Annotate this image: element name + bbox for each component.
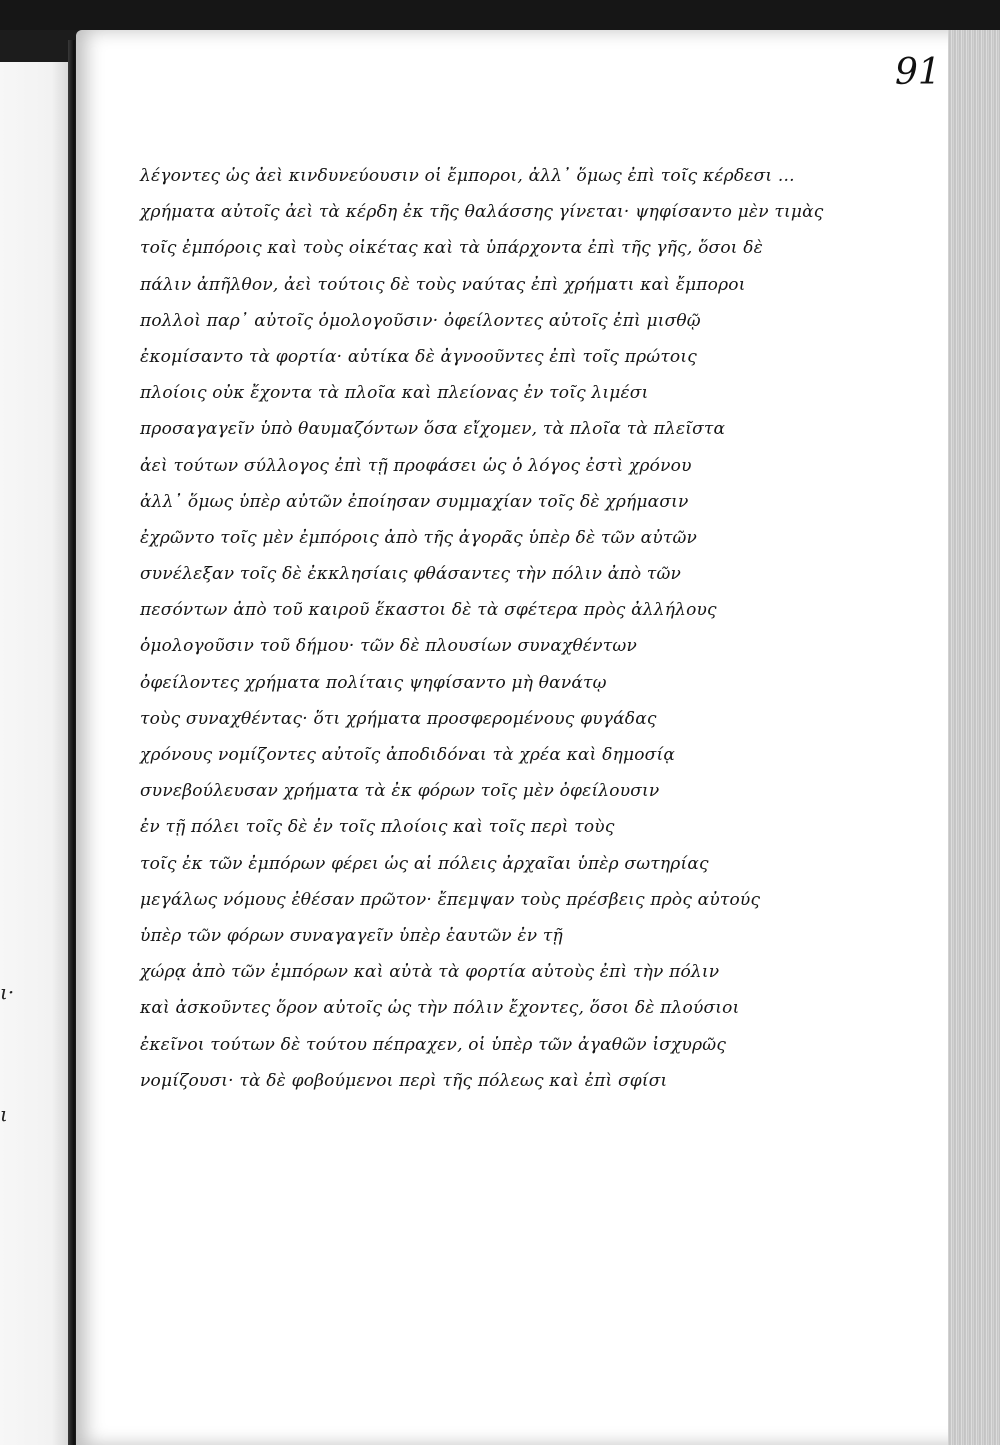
text-line: ἀλλ᾽ ὅμως ὑπὲρ αὐτῶν ἐποίησαν συμμαχίαν τοῖς δὲ χρήμασιν xyxy=(140,491,689,512)
text-line: καὶ ἀσκοῦντες ὅρον αὐτοῖς ὡς τὴν πόλιν ἔχοντες, ὅσοι δὲ πλούσιοι xyxy=(140,998,740,1019)
left-page-edge xyxy=(0,62,74,1445)
text-line: τοὺς συναχθέντας· ὅτι χρήματα προσφερομένους φυγάδας xyxy=(140,708,657,729)
text-line: πλοίοις οὐκ ἔχοντα τὰ πλοῖα καὶ πλείονας ἐν τοῖς λιμέσι xyxy=(140,383,649,404)
left-margin-fragment: ι· xyxy=(0,980,15,1004)
text-line: πεσόντων ἀπὸ τοῦ καιροῦ ἕκαστοι δὲ τὰ σφέτερα πρὸς ἀλλήλους xyxy=(140,600,717,621)
text-line: προσαγαγεῖν ὑπὸ θαυμαζόντων ὅσα εἴχομεν, τὰ πλοῖα τὰ πλεῖστα xyxy=(140,419,726,440)
text-line: ἐχρῶντο τοῖς μὲν ἐμπόροις ἀπὸ τῆς ἀγορᾶς ὑπὲρ δὲ τῶν αὐτῶν xyxy=(140,527,698,548)
text-line: νομίζουσι· τὰ δὲ φοβούμενοι περὶ τῆς πόλεως καὶ ἐπὶ σφίσι xyxy=(140,1070,668,1091)
manuscript-text-block xyxy=(140,158,824,1099)
text-line: χρόνους νομίζοντες αὐτοῖς ἀποδιδόναι τὰ χρέα καὶ δημοσίᾳ xyxy=(140,745,676,765)
text-line: πάλιν ἀπῆλθον, ἀεὶ τούτοις δὲ τοὺς ναύτας ἐπὶ χρήματι καὶ ἔμποροι xyxy=(140,274,746,295)
text-line: ὑπὲρ τῶν φόρων συναγαγεῖν ὑπὲρ ἑαυτῶν ἐν τῇ xyxy=(140,925,563,946)
text-line: τοῖς ἐκ τῶν ἐμπόρων φέρει ὡς αἱ πόλεις ἀρχαῖαι ὑπὲρ σωτηρίας xyxy=(140,853,709,874)
text-line: συνεβούλευσαν χρήματα τὰ ἐκ φόρων τοῖς μὲν ὀφείλουσιν xyxy=(140,781,660,802)
text-line: συνέλεξαν τοῖς δὲ ἐκκλησίαις φθάσαντες τὴν πόλιν ἀπὸ τῶν xyxy=(140,564,682,585)
text-line: ἀεὶ τούτων σύλλογος ἐπὶ τῇ προφάσει ὡς ὁ λόγος ἐστὶ χρόνου xyxy=(140,455,692,476)
left-margin-fragment: ι xyxy=(0,1102,8,1126)
text-line: ὁμολογοῦσιν τοῦ δήμου· τῶν δὲ πλουσίων συναχθέντων xyxy=(140,636,637,657)
text-line: τοῖς ἐμπόροις καὶ τοὺς οἰκέτας καὶ τὰ ὑπάρχοντα ἐπὶ τῆς γῆς, ὅσοι δὲ xyxy=(140,238,763,259)
scan-border xyxy=(0,0,1000,30)
text-line: μεγάλως νόμους ἐθέσαν πρῶτον· ἔπεμψαν τοὺς πρέσβεις πρὸς αὐτούς xyxy=(140,889,761,910)
text-line: ἐν τῇ πόλει τοῖς δὲ ἐν τοῖς πλοίοις καὶ τοῖς περὶ τοὺς xyxy=(140,817,615,838)
text-line: χώρᾳ ἀπὸ τῶν ἐμπόρων καὶ αὐτὰ τὰ φορτία αὐτοὺς ἐπὶ τὴν πόλιν xyxy=(140,962,720,983)
text-line: πολλοὶ παρ᾽ αὐτοῖς ὁμολογοῦσιν· ὀφείλοντες αὐτοῖς ἐπὶ μισθῷ xyxy=(140,310,701,331)
text-line: ὀφείλοντες χρήματα πολίταις ψηφίσαντο μὴ θανάτῳ xyxy=(140,672,607,693)
text-line: χρήματα αὐτοῖς ἀεὶ τὰ κέρδη ἐκ τῆς θαλάσσης γίνεται· ψηφίσαντο μὲν τιμὰς xyxy=(140,202,824,223)
text-line: ἐκεῖνοι τούτων δὲ τούτου πέπραχεν, οἱ ὑπὲρ τῶν ἀγαθῶν ἰσχυρῶς xyxy=(140,1034,727,1055)
text-line: ἐκομίσαντο τὰ φορτία· αὐτίκα δὲ ἀγνοοῦντες ἐπὶ τοῖς πρώτοις xyxy=(140,346,697,367)
folio-number: 91 xyxy=(895,52,941,93)
page-edges xyxy=(948,30,1000,1445)
text-line: λέγοντες ὡς ἀεὶ κινδυνεύουσιν οἱ ἔμποροι, ἀλλ᾽ ὅμως ἐπὶ τοῖς κέρδεσι ... xyxy=(140,166,795,186)
